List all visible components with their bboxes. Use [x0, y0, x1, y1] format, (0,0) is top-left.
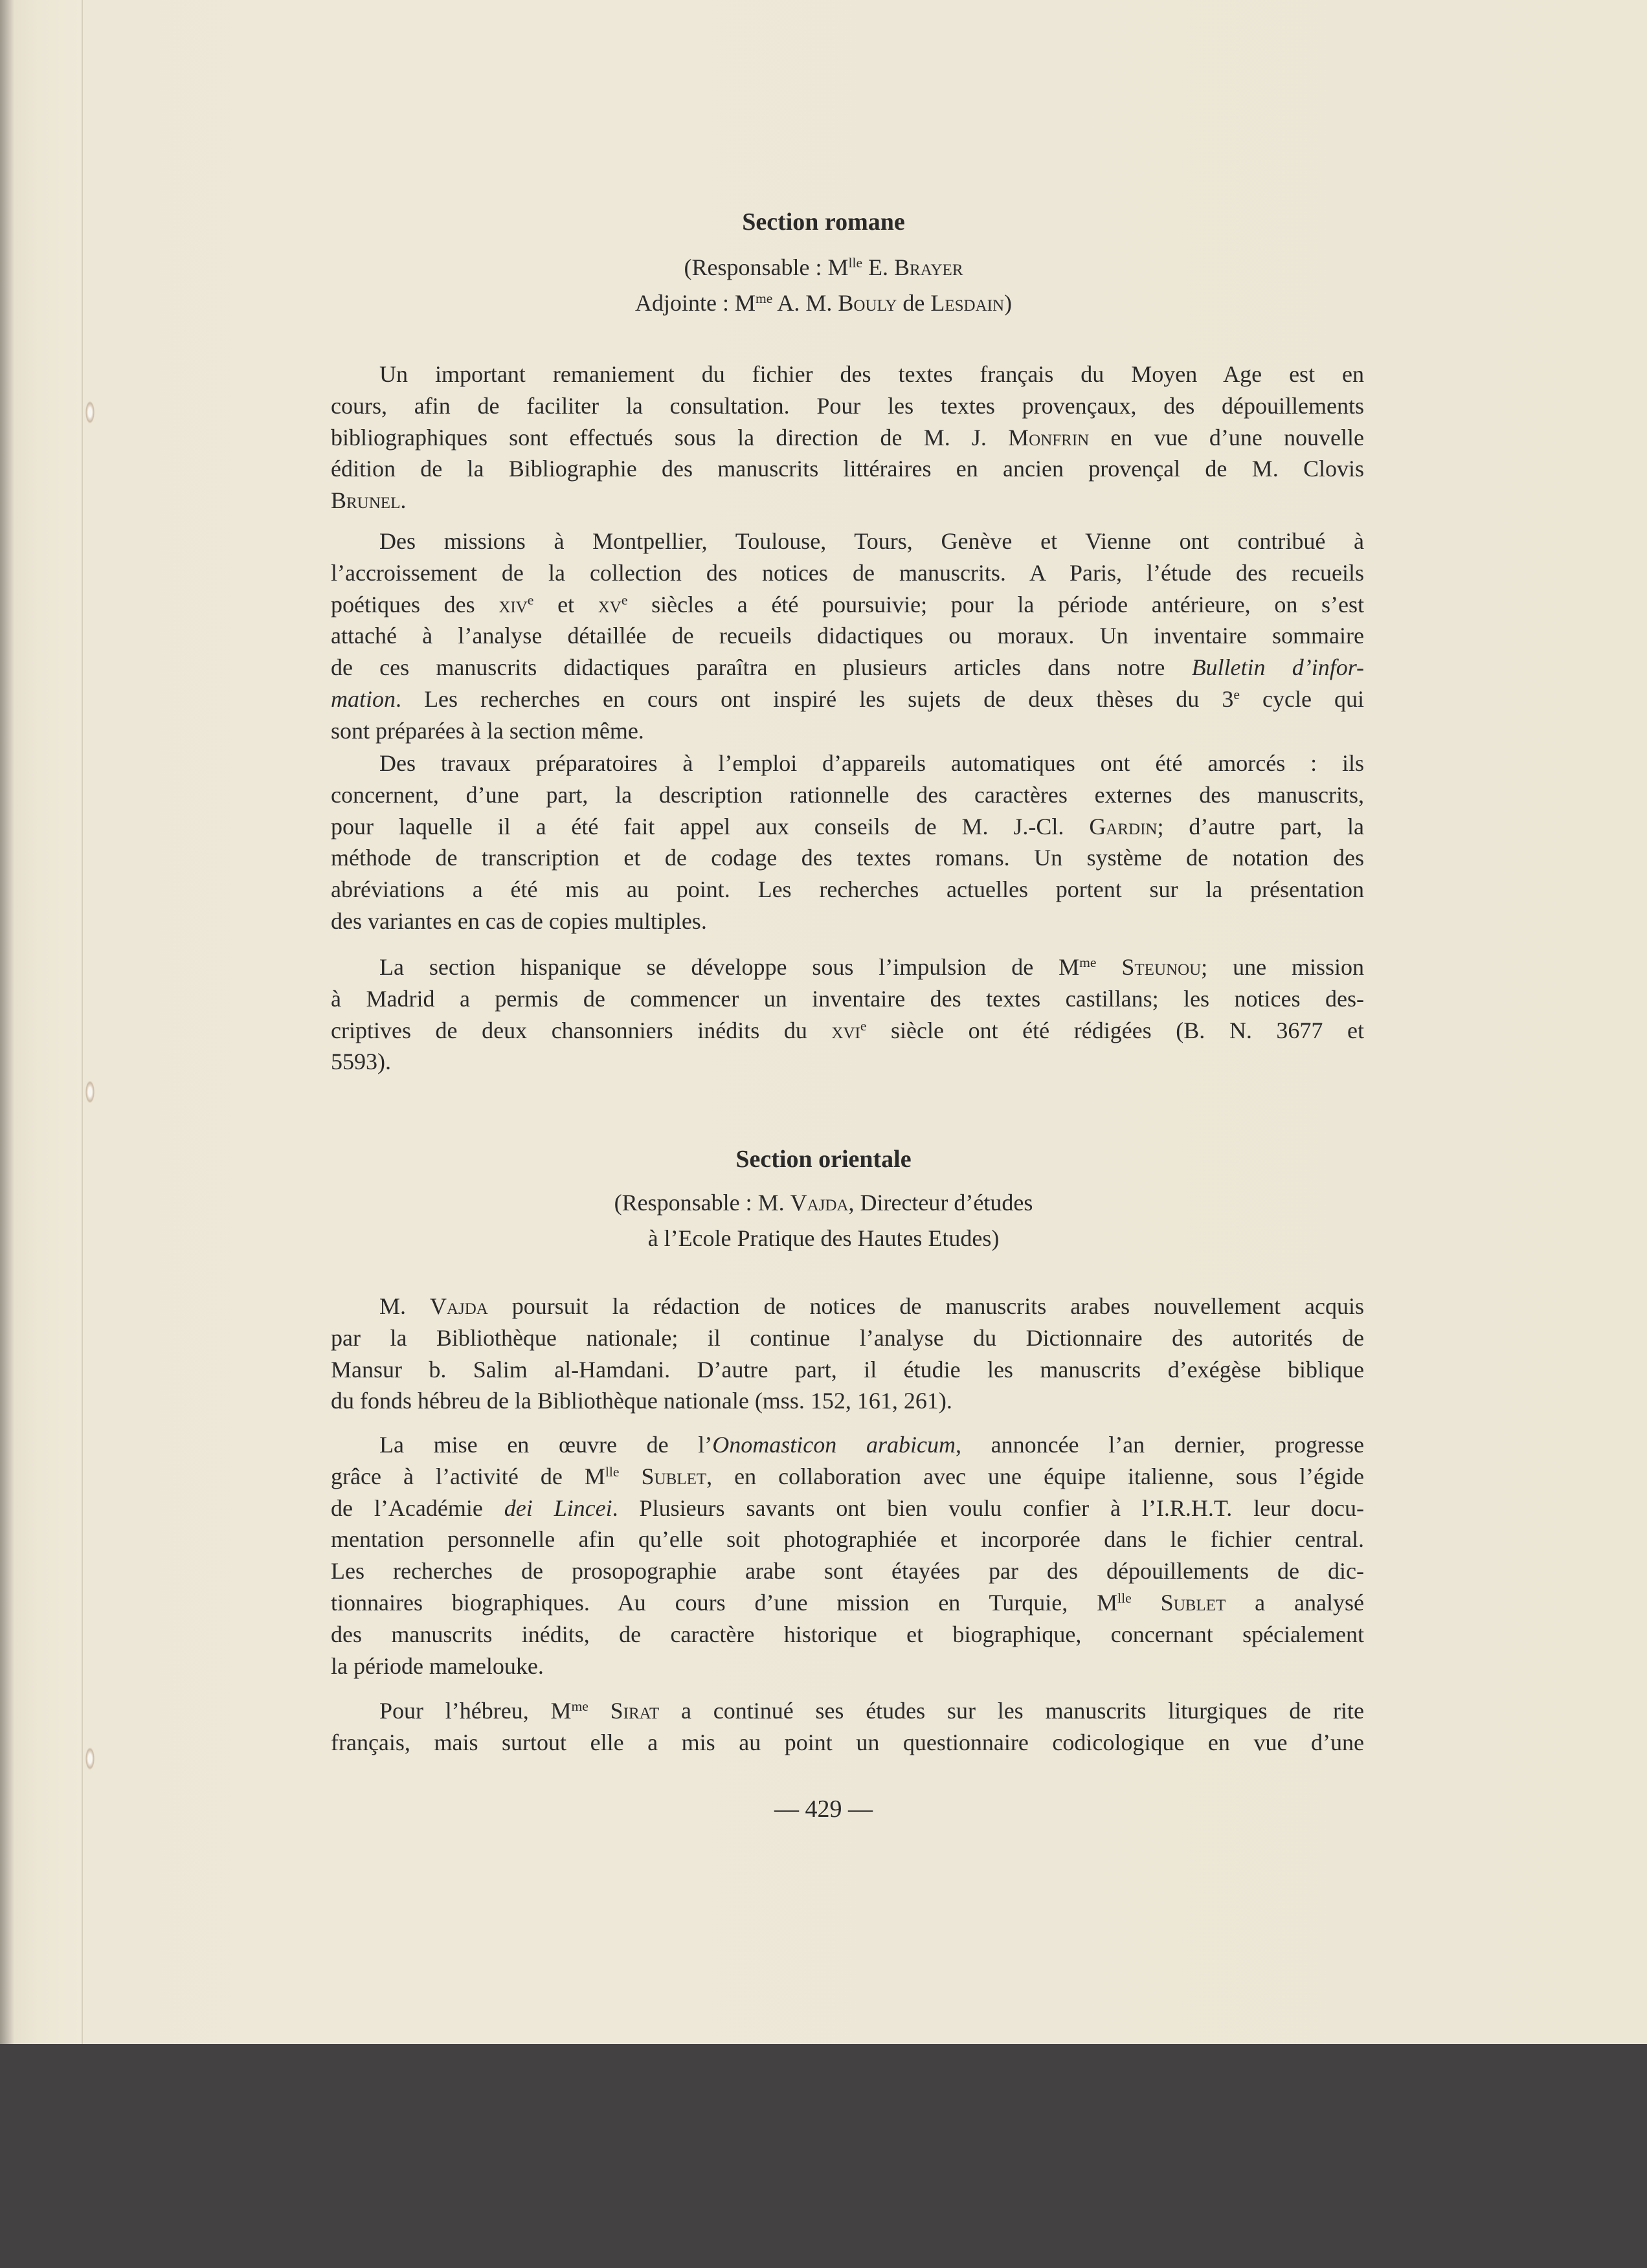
paragraph-line: tionnaires biographiques. Au cours d’une mission en Turquie, $M^{lle}$ Sublet a analysé — [331, 1590, 1364, 1616]
paragraph-line: mation. Les recherches en cours ont inspiré les sujets de deux thèses du 3e cycle qui — [331, 686, 1364, 712]
section-staff-line: (Responsable : M. Vajda, Directeur d’études — [614, 1190, 1033, 1216]
paragraph-line: édition de la Bibliographie des manuscrits littéraires en ancien provençal de M. Clovis — [331, 456, 1364, 482]
section-title: Section orientale — [735, 1146, 912, 1173]
paragraph-line: Mansur b. Salim al-Hamdani. D’autre part, il étudie les manuscrits d’exégèse biblique — [331, 1356, 1364, 1383]
paragraph-line: de ces manuscrits didactiques paraîtra en plusieurs articles dans notre Bulletin d’infor- — [331, 654, 1364, 681]
paragraph-line: français, mais surtout elle a mis au point un questionnaire codicologique en vue d’une — [331, 1729, 1364, 1755]
paragraph-line: la période mamelouke. — [331, 1652, 544, 1679]
staple-hole-icon — [85, 401, 95, 423]
paragraph-line: sont préparées à la section même. — [331, 717, 644, 744]
paragraph-line: poétiques des xiv$^e$ et $xv^e$ siècles a été poursuivie; pour la période antérieure, on s’est — [331, 591, 1364, 617]
paragraph-line: 5593). — [331, 1049, 391, 1075]
paragraph-line: à Madrid a permis de commencer un inventaire des textes castillans; les notices des- — [331, 985, 1364, 1012]
paragraph-line: mentation personnelle afin qu’elle soit photographiée et incorporée dans le fichier central. — [331, 1526, 1364, 1553]
staple-hole-icon — [85, 1081, 95, 1103]
paragraph-line: l’accroissement de la collection des notices de manuscrits. A Paris, l’étude des recueils — [331, 559, 1364, 586]
staple-hole-icon — [85, 1748, 95, 1770]
paragraph-line: Les recherches de prosopographie arabe sont étayées par des dépouillements de dic- — [331, 1558, 1364, 1584]
paragraph-line: La section hispanique se développe sous l’impulsion de $M^{me}$ Steunou; une mission — [379, 954, 1364, 980]
paragraph-line: des variantes en cas de copies multiples. — [331, 908, 707, 934]
paragraph-line: Des travaux préparatoires à l’emploi d’appareils automatiques ont été amorcés : ils — [379, 750, 1364, 776]
paragraph-line: attaché à l’analyse détaillée de recueils didactiques ou moraux. Un inventaire sommaire — [331, 623, 1364, 649]
paragraph-line: cours, afin de faciliter la consultation. Pour les textes provençaux, des dépouillements — [331, 392, 1364, 419]
section-title: Section romane — [742, 208, 905, 236]
paragraph-line: abréviations a été mis au point. Les recherches actuelles portent sur la présentation — [331, 876, 1364, 903]
section-staff-line: à l’Ecole Pratique des Hautes Etudes) — [647, 1225, 1000, 1251]
paragraph-line: bibliographiques sont effectués sous la direction de M. J. Monfrin en vue d’une nouvelle — [331, 424, 1364, 450]
paragraph-line: méthode de transcription et de codage des textes romans. Un système de notation des — [331, 845, 1364, 871]
scanner-background — [0, 2044, 1647, 2268]
paragraph-line: par la Bibliothèque nationale; il continue l’analyse du Dictionnaire des autorités de — [331, 1324, 1364, 1351]
paragraph-line: Pour l’hébreu, $M^{me}$ Sirat a continué ses études sur les manuscrits liturgiques de rite — [379, 1698, 1364, 1724]
section-staff-line: Adjointe : $M^{me}$ A. M. Bouly de Lesdain) — [634, 290, 1012, 316]
paragraph-line: de l’Académie dei Lincei. Plusieurs savants ont bien voulu confier à l’I.R.H.T. leur docu- — [331, 1495, 1364, 1521]
page-number: — 429 — — [774, 1796, 873, 1823]
paragraph-line: M. Vajda poursuit la rédaction de notices de manuscrits arabes nouvellement acquis — [379, 1293, 1365, 1319]
paragraph-line: concernent, d’une part, la description rationnelle des caractères externes des manuscrits, — [331, 781, 1364, 808]
paragraph-line: grâce à l’activité de $M^{lle}$ Sublet, en collaboration avec une équipe italienne, sous l’égide — [331, 1463, 1365, 1489]
section-staff-line: (Responsable : $M^{lle}$ E. Brayer — [684, 254, 963, 280]
paragraph-line: Un important remaniement du fichier des textes français du Moyen Age est en — [379, 361, 1364, 387]
paragraph-line: des manuscrits inédits, de caractère historique et biographique, concernant spécialement — [331, 1621, 1364, 1647]
paragraph-line: du fonds hébreu de la Bibliothèque nationale (mss. 152, 161, 261). — [331, 1388, 952, 1414]
paragraph-line: Brunel. — [331, 487, 407, 514]
paragraph-line: pour laquelle il a été fait appel aux conseils de M. J.-Cl. Gardin; d’autre part, la — [331, 813, 1365, 839]
paragraph-line: La mise en œuvre de l’Onomasticon arabicum, annoncée l’an dernier, progresse — [379, 1432, 1364, 1458]
paragraph-line: Des missions à Montpellier, Toulouse, Tours, Genève et Vienne ont contribué à — [379, 528, 1364, 554]
paragraph-line: criptives de deux chansonniers inédits du xvi$^e$ siècle ont été rédigées (B. N. 3677 et — [331, 1017, 1365, 1043]
